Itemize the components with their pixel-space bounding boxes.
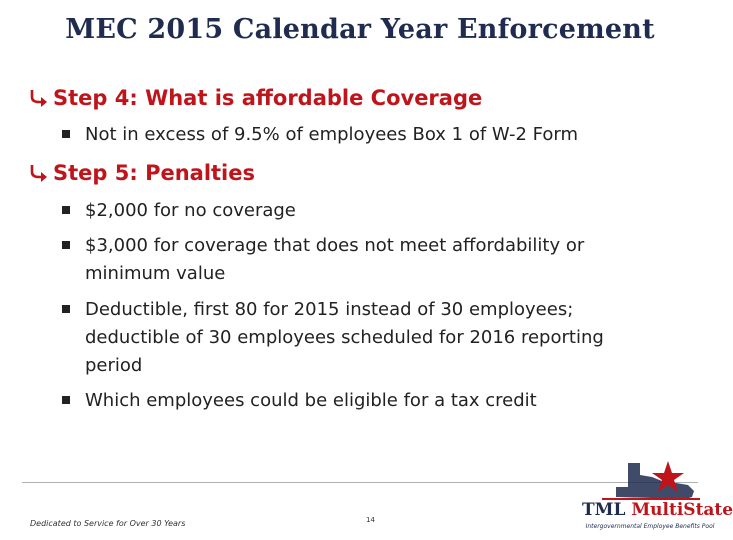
logo-name-part1: TML xyxy=(582,500,632,520)
list-item xyxy=(62,121,662,149)
company-logo xyxy=(582,457,733,537)
list-item xyxy=(62,387,662,415)
bullet-text: $3,000 for coverage that does not meet affordability or minimum value xyxy=(85,235,585,284)
page-number: 14 xyxy=(366,516,375,524)
list-item xyxy=(62,197,662,225)
step-5-heading-text: Step 5: Penalties xyxy=(53,161,256,185)
logo-subtitle: Intergovernmental Employee Benefits Pool xyxy=(585,523,715,530)
curved-arrow-icon xyxy=(30,88,50,108)
step-4-heading xyxy=(30,86,482,110)
step-4-heading-text: Step 4: What is affordable Coverage xyxy=(53,86,483,110)
slide-title: MEC 2015 Calendar Year Enforcement xyxy=(65,14,655,45)
list-item xyxy=(62,296,662,380)
bullet-text: Not in excess of 9.5% of employees Box 1 of W-2 Form xyxy=(85,124,578,145)
bullet-text: $2,000 for no coverage xyxy=(85,200,296,221)
curved-arrow-icon xyxy=(30,163,50,183)
logo-name xyxy=(582,500,733,520)
footer-tagline: Dedicated to Service for Over 30 Years xyxy=(30,519,186,528)
logo-name-part2: MultiState xyxy=(631,500,733,520)
square-bullet-icon xyxy=(62,206,70,214)
square-bullet-icon xyxy=(62,396,70,404)
square-bullet-icon xyxy=(62,241,70,249)
bullet-text: Which employees could be eligible for a tax credit xyxy=(85,390,537,411)
square-bullet-icon xyxy=(62,130,70,138)
square-bullet-icon xyxy=(62,305,70,313)
list-item xyxy=(62,232,662,288)
bullet-text: Deductible, first 80 for 2015 instead of 30 employees; deductible of 30 employees scheduled for 2016 reporting period xyxy=(85,299,604,376)
step-5-heading xyxy=(30,161,255,185)
texas-map-icon xyxy=(582,457,718,501)
